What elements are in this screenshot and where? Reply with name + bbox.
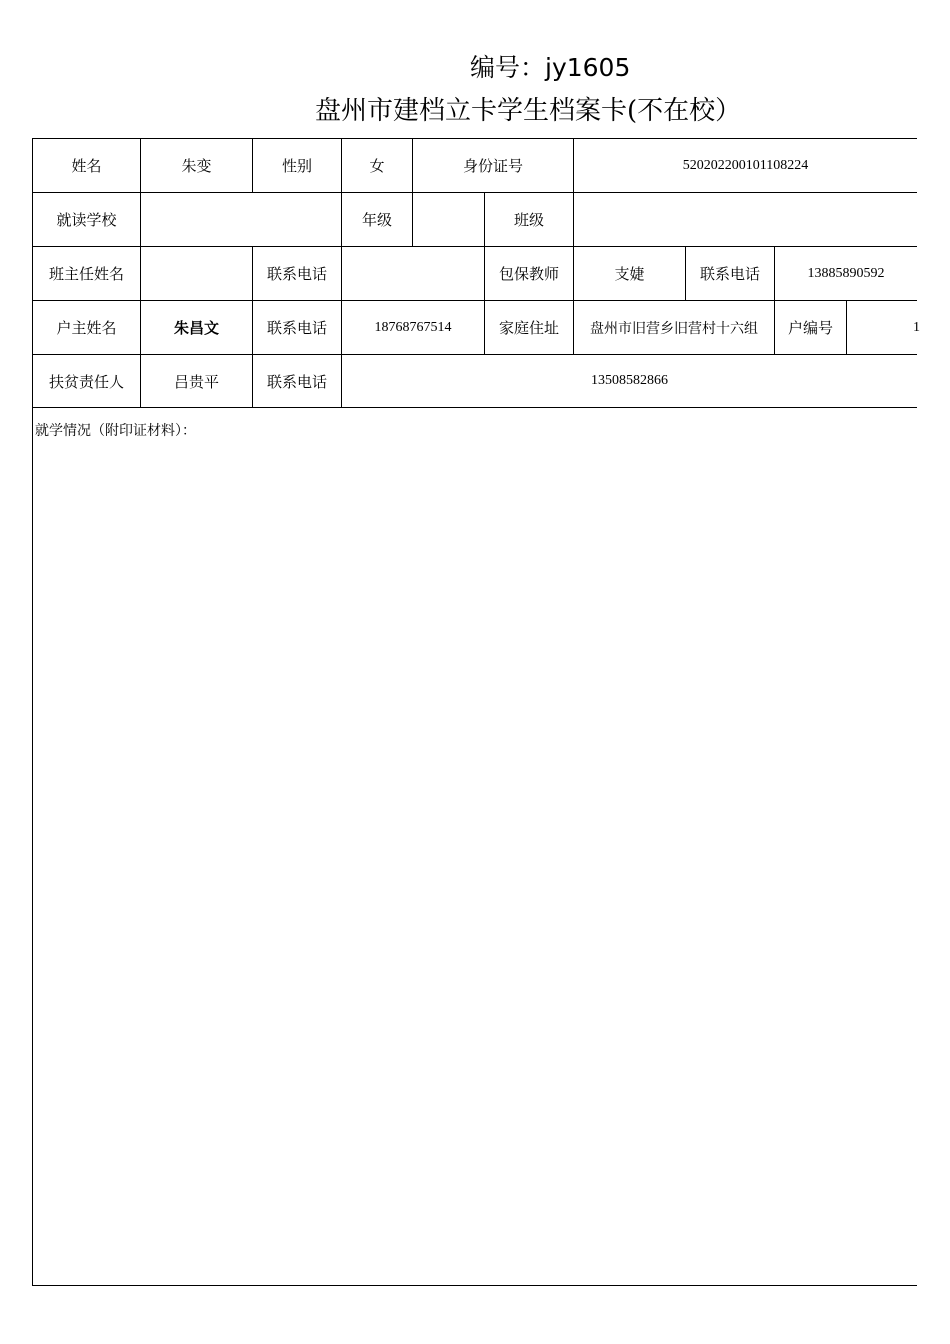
guarantee-teacher-label: 包保教师: [498, 265, 559, 283]
address-label: 家庭住址: [498, 319, 559, 337]
document-number: 编号：jy1605: [470, 53, 631, 82]
class-value: [574, 193, 917, 246]
household-number-text: 1: [913, 319, 920, 335]
poverty-officer-phone-label: 联系电话: [266, 372, 327, 391]
enrollment-label: 就学情况（附印证材料）：: [35, 423, 196, 439]
guarantee-phone-label: 联系电话: [699, 265, 760, 283]
gender-label: 性别: [281, 157, 312, 175]
household-number-label: 户编号: [787, 319, 833, 337]
name-label: 姓名: [71, 157, 102, 175]
householder-phone-value: 18768767514: [374, 319, 452, 335]
head-teacher-value: [141, 247, 252, 300]
grade-label: 年级: [361, 211, 392, 229]
row-divider: [32, 407, 917, 408]
poverty-officer-value: 吕贵平: [173, 372, 219, 391]
name-value: 朱变: [181, 157, 212, 175]
householder-value: 朱昌文: [173, 319, 219, 337]
poverty-officer-phone-value: 13508582866: [591, 373, 668, 388]
gender-value: 女: [369, 157, 385, 175]
class-label: 班级: [513, 211, 544, 229]
poverty-officer-label: 扶贫责任人: [48, 372, 124, 391]
id-number-value: 520202200101108224: [682, 157, 809, 173]
householder-phone-label: 联系电话: [266, 319, 327, 337]
head-teacher-phone-value: [342, 247, 484, 300]
id-number-label: 身份证号: [462, 157, 523, 175]
address-value: 盘州市旧营乡旧营村十六组: [590, 320, 758, 337]
householder-label: 户主姓名: [56, 319, 117, 337]
school-value: [141, 193, 341, 246]
head-teacher-label: 班主任姓名: [48, 265, 124, 283]
page-title: 盘州市建档立卡学生档案卡(不在校）: [315, 96, 742, 126]
guarantee-phone-value: 13885890592: [807, 265, 885, 281]
guarantee-teacher-value: 支婕: [614, 265, 645, 283]
household-number-value: [847, 301, 920, 354]
grade-value: [413, 193, 484, 246]
school-label: 就读学校: [56, 211, 117, 229]
head-teacher-phone-label: 联系电话: [266, 265, 327, 283]
